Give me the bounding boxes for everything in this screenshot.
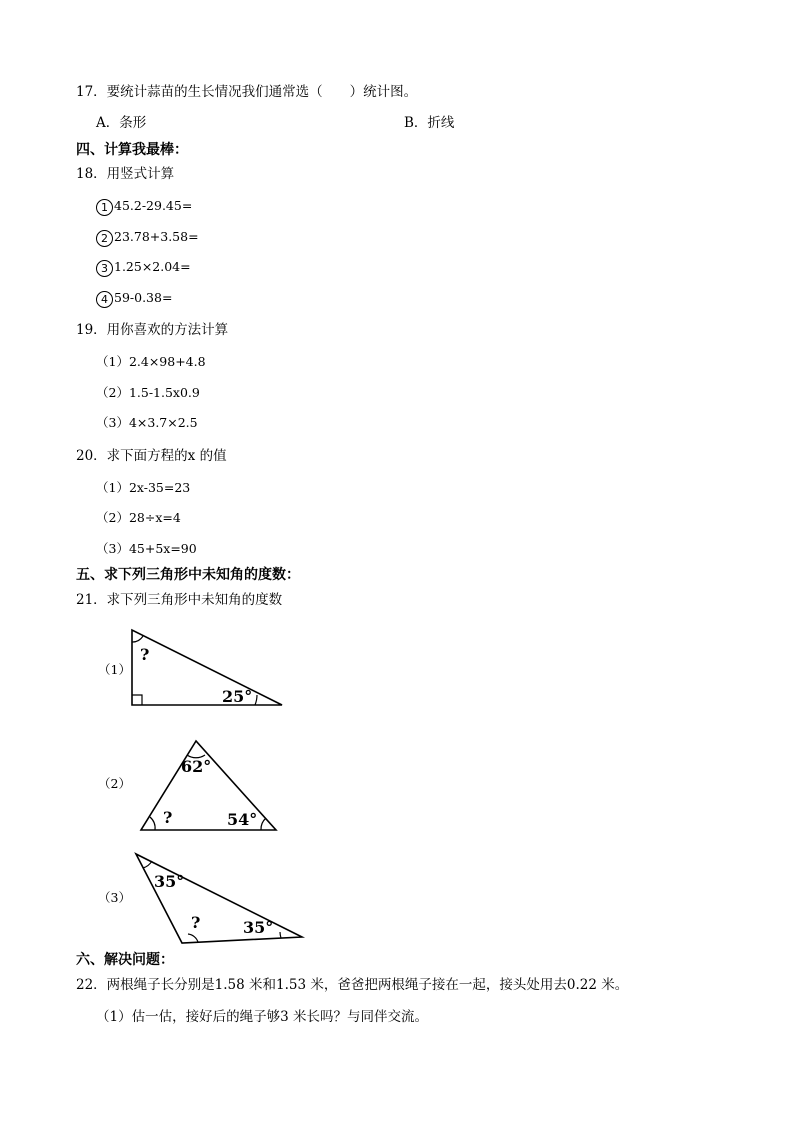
triangle-3-figure [130,848,310,948]
question-22: 22．两根绳子长分别是1.58 米和1.53 米，爸爸把两根绳子接在一起，接头处用去0.22 米。 [76,977,629,993]
q18-expr: 45.2-29.45= [114,198,193,213]
triangle-2-right-angle: 54° [227,810,258,829]
q18-expr: 23.78+3.58= [114,229,199,244]
question-17: 17．要统计蒜苗的生长情况我们通常选（ ）统计图。 [76,84,418,100]
triangle-3-right-angle: 35° [243,918,274,937]
triangle-1-figure [125,625,290,711]
q18-expr: 1.25×2.04= [114,259,191,274]
circled-number: 4 [96,291,113,308]
triangle-3-label: （3） [98,890,131,905]
question-21: 21．求下列三角形中未知角的度数 [76,592,283,608]
question-18: 18．用竖式计算 [76,166,175,182]
circled-number: 2 [96,230,113,247]
q20-item-1: （1）2x-35=23 [96,480,191,495]
triangle-2-figure [135,735,285,835]
triangle-2-label: （2） [98,776,131,791]
q18-item-1 [96,197,192,216]
option-b: B．折线 [404,115,455,131]
triangle-3-top-angle: 35° [154,872,185,891]
question-19: 19．用你喜欢的方法计算 [76,322,229,338]
triangle-3-unknown: ? [191,913,201,932]
circled-number: 3 [96,260,113,277]
q19-item-3: （3）4×3.7×2.5 [96,415,198,430]
triangle-1-angle: 25° [222,687,253,706]
q20-item-2: （2）28÷x=4 [96,510,181,525]
q18-item-3 [96,258,191,277]
option-a: A．条形 [96,115,147,131]
question-20: 20．求下面方程的x 的值 [76,448,227,464]
q20-item-3: （3）45+5x=90 [96,541,197,556]
section-4-title: 四、计算我最棒： [76,142,188,158]
triangle-2-unknown: ? [163,808,173,827]
triangle-1-label: （1） [98,662,131,677]
q18-item-4 [96,289,172,308]
triangle-1-unknown: ? [140,645,150,664]
q19-item-2: （2）1.5-1.5x0.9 [96,385,200,400]
triangle-2-top-angle: 62° [181,757,212,776]
circled-number: 1 [96,199,113,216]
q22-item-1: （1）估一估，接好后的绳子够3 米长吗？与同伴交流。 [96,1009,428,1025]
q18-item-2 [96,228,199,247]
q19-item-1: （1）2.4×98+4.8 [96,354,206,369]
section-6-title: 六、解决问题： [76,952,174,968]
section-5-title: 五、求下列三角形中未知角的度数： [76,567,300,583]
q18-expr: 59-0.38= [114,290,173,305]
